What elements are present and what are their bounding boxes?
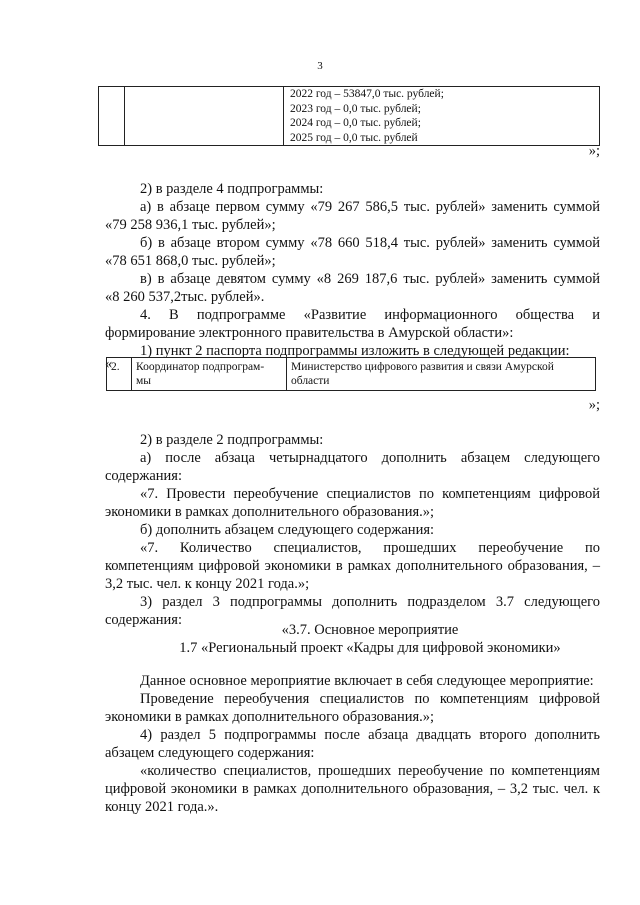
- opening-quote: «: [105, 356, 113, 372]
- text-line: «8 260 537,2тыс. рублей».: [105, 289, 265, 305]
- coordinator-value: области: [291, 375, 330, 387]
- text-line: а) после абзаца четырнадцатого дополнить абзацем следующего: [140, 450, 600, 466]
- row-number: 2.: [107, 358, 132, 391]
- text-line: а) в абзаце первом сумму «79 267 586,5 тыс. рублей» заменить суммой: [140, 199, 600, 215]
- text-line: 3) раздел 3 подпрограммы дополнить подразделом 3.7 следующего: [140, 594, 600, 610]
- coordinator-label: Координатор подпрограм-: [136, 361, 265, 373]
- text-line: содержания:: [105, 468, 183, 484]
- text-line: Проведение переобучения специалистов по компетенциям цифровой: [140, 691, 600, 707]
- text-line: содержания:: [105, 612, 183, 628]
- text-line: «7. Провести переобучение специалистов по компетенциям цифровой: [140, 486, 600, 502]
- text-line: «количество специалистов, прошедших переобучение по компетенциям: [140, 763, 600, 779]
- text-line: 2) в разделе 4 подпрограммы:: [140, 181, 324, 197]
- funding-line: 2022 год – 53847,0 тыс. рублей;: [290, 88, 444, 100]
- page-number: 3: [317, 60, 323, 72]
- coordinator-label: мы: [136, 375, 152, 387]
- closing-quote: »;: [588, 143, 600, 159]
- closing-quote: »;: [588, 397, 600, 413]
- text-line: «79 258 936,1 тыс. рублей»;: [105, 217, 276, 233]
- text-line: цифровой экономики в рамках дополнительного образования, – 3,2 тыс. чел. к: [105, 781, 600, 797]
- text-line: концу 2021 года.».: [105, 799, 219, 815]
- coordinator-value-cell: [287, 358, 596, 391]
- coordinator-label-cell: [132, 358, 287, 391]
- text-line: б) в абзаце втором сумму «78 660 518,4 тыс. рублей» заменить суммой: [140, 235, 600, 251]
- coordinator-value: Министерство цифрового развития и связи Амурской: [291, 361, 554, 373]
- text-line: «78 651 868,0 тыс. рублей»;: [105, 253, 276, 269]
- text-line: экономики в рамках дополнительного образования.»;: [105, 504, 435, 520]
- text-line: б) дополнить абзацем следующего содержания:: [140, 522, 435, 538]
- coordinator-table: [106, 357, 596, 391]
- text-line: 1) пункт 2 паспорта подпрограммы изложить в следующей редакции:: [140, 343, 570, 359]
- funding-line: 2023 год – 0,0 тыс. рублей;: [290, 102, 421, 115]
- text-line: Данное основное мероприятие включает в себя следующее мероприятие:: [140, 673, 594, 689]
- funding-table: [98, 86, 600, 146]
- text-line: 3,2 тыс. чел. к концу 2021 года.»;: [105, 576, 310, 592]
- section-heading: 1.7 «Региональный проект «Кадры для цифровой экономики»: [179, 640, 561, 656]
- funding-line: 2025 год – 0,0 тыс. рублей: [290, 131, 418, 144]
- text-line: в) в абзаце девятом сумму «8 269 187,6 тыс. рублей» заменить суммой: [140, 271, 600, 287]
- funding-years-cell: [284, 87, 600, 146]
- table-cell-empty: [125, 87, 284, 146]
- text-line: формирование электронного правительства в Амурской области»:: [105, 325, 514, 341]
- text-line: 2) в разделе 2 подпрограммы:: [140, 432, 324, 448]
- text-line: экономики в рамках дополнительного образования.»;: [105, 709, 435, 725]
- table-row: [107, 358, 596, 391]
- scan-mark: [466, 795, 470, 796]
- funding-line: 2024 год – 0,0 тыс. рублей;: [290, 117, 421, 129]
- section-heading: «3.7. Основное мероприятие: [281, 622, 459, 638]
- text-line: 4) раздел 5 подпрограммы после абзаца двадцать второго дополнить: [140, 727, 600, 743]
- text-line: «7. Количество специалистов, прошедших переобучение по: [140, 540, 600, 556]
- text-line: компетенциям цифровой экономики в рамках дополнительного образования, –: [105, 558, 600, 574]
- table-row: [99, 87, 600, 146]
- text-line: абзацем следующего содержания:: [105, 745, 315, 761]
- table-cell-empty: [99, 87, 125, 146]
- text-line: 4. В подпрограмме «Развитие информационного общества и: [140, 307, 600, 323]
